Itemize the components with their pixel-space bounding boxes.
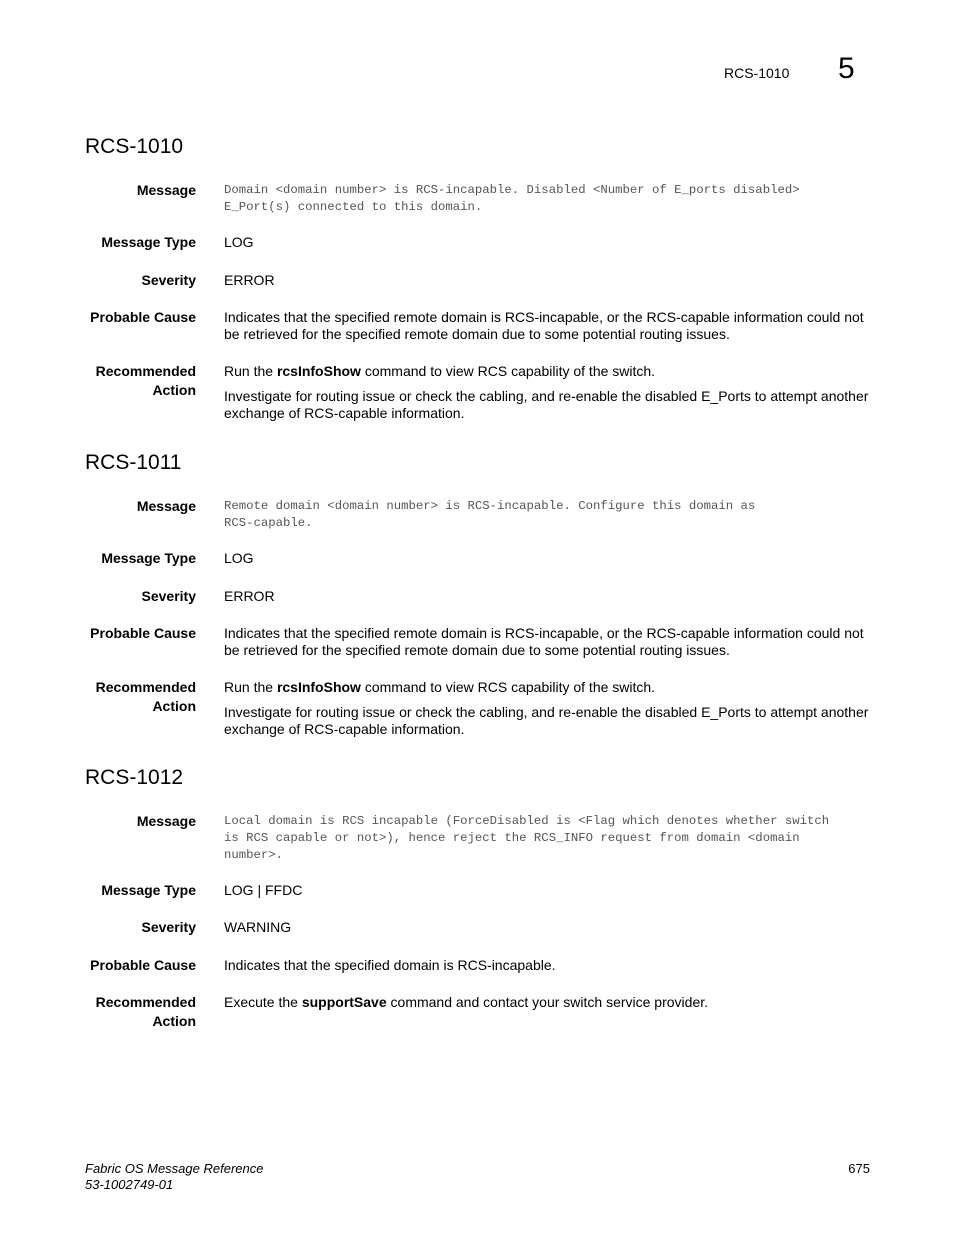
probable-cause-text: Indicates that the specified domain is RCS-incapable. <box>224 957 556 973</box>
entry-title: RCS-1010 <box>85 135 184 158</box>
entry-title: RCS-1012 <box>85 766 184 789</box>
entry-title: RCS-1011 <box>85 451 182 474</box>
message-label: Message <box>136 813 196 829</box>
chapter-number: 5 <box>838 52 855 85</box>
message-type-value: LOG <box>224 550 254 566</box>
message-text: Remote domain <domain number> is RCS-incapable. Configure this domain as RCS-capable. <box>224 499 756 530</box>
recommended-action-label: Recommended Action <box>95 363 196 398</box>
message-type-value: LOG | FFDC <box>224 882 303 898</box>
command-name: supportSave <box>301 994 387 1010</box>
recommended-action-text: Run the rcsInfoShow command to view RCS capability of the switch. Investigate for routing issue or check the cabling, and re-enable the disabled E_Ports to attempt another exchange of RCS-capable information. <box>224 679 869 737</box>
message-type-label: Message Type <box>101 882 196 898</box>
probable-cause-label: Probable Cause <box>90 625 196 641</box>
severity-label: Severity <box>141 272 196 288</box>
severity-label: Severity <box>141 919 196 935</box>
message-label: Message <box>136 182 196 198</box>
document-title: Fabric OS Message Reference <box>85 1161 264 1176</box>
footer-document-info <box>85 1161 263 1193</box>
recommended-action-text: Execute the supportSave command and contact your switch service provider. <box>224 994 709 1010</box>
page-number: 675 <box>848 1161 870 1176</box>
recommended-action-label: Recommended Action <box>95 679 196 714</box>
recommended-action-label: Recommended Action <box>95 994 196 1029</box>
severity-value: WARNING <box>224 919 292 935</box>
severity-label: Severity <box>141 588 196 604</box>
probable-cause-label: Probable Cause <box>90 957 196 973</box>
probable-cause-text: Indicates that the specified remote domain is RCS-incapable, or the RCS-capable information could not be retrieved for the specified remote domain due to some potential routing issues. <box>224 309 864 342</box>
message-type-label: Message Type <box>101 550 196 566</box>
severity-value: ERROR <box>224 588 275 604</box>
severity-value: ERROR <box>224 272 275 288</box>
command-name: rcsInfoShow <box>276 363 361 379</box>
message-type-label: Message Type <box>101 234 196 250</box>
message-text: Domain <domain number> is RCS-incapable. Disabled <Number of E_ports disabled> E_Port(s) connected to this domain. <box>224 183 800 214</box>
message-label: Message <box>136 498 196 514</box>
message-text: Local domain is RCS incapable (ForceDisabled is <Flag which denotes whether switch is RCS capable or not>), hence reject the RCS_INFO request from domain <domain number>. <box>224 814 830 862</box>
recommended-action-text: Run the rcsInfoShow command to view RCS capability of the switch. Investigate for routing issue or check the cabling, and re-enable the disabled E_Ports to attempt another exchange of RCS-capable information. <box>224 363 869 421</box>
probable-cause-text: Indicates that the specified remote domain is RCS-incapable, or the RCS-capable information could not be retrieved for the specified remote domain due to some potential routing issues. <box>224 625 864 658</box>
command-name: rcsInfoShow <box>276 679 361 695</box>
document-number: 53-1002749-01 <box>85 1177 174 1192</box>
running-title: RCS-1010 <box>724 65 790 81</box>
probable-cause-label: Probable Cause <box>90 309 196 325</box>
message-type-value: LOG <box>224 234 254 250</box>
